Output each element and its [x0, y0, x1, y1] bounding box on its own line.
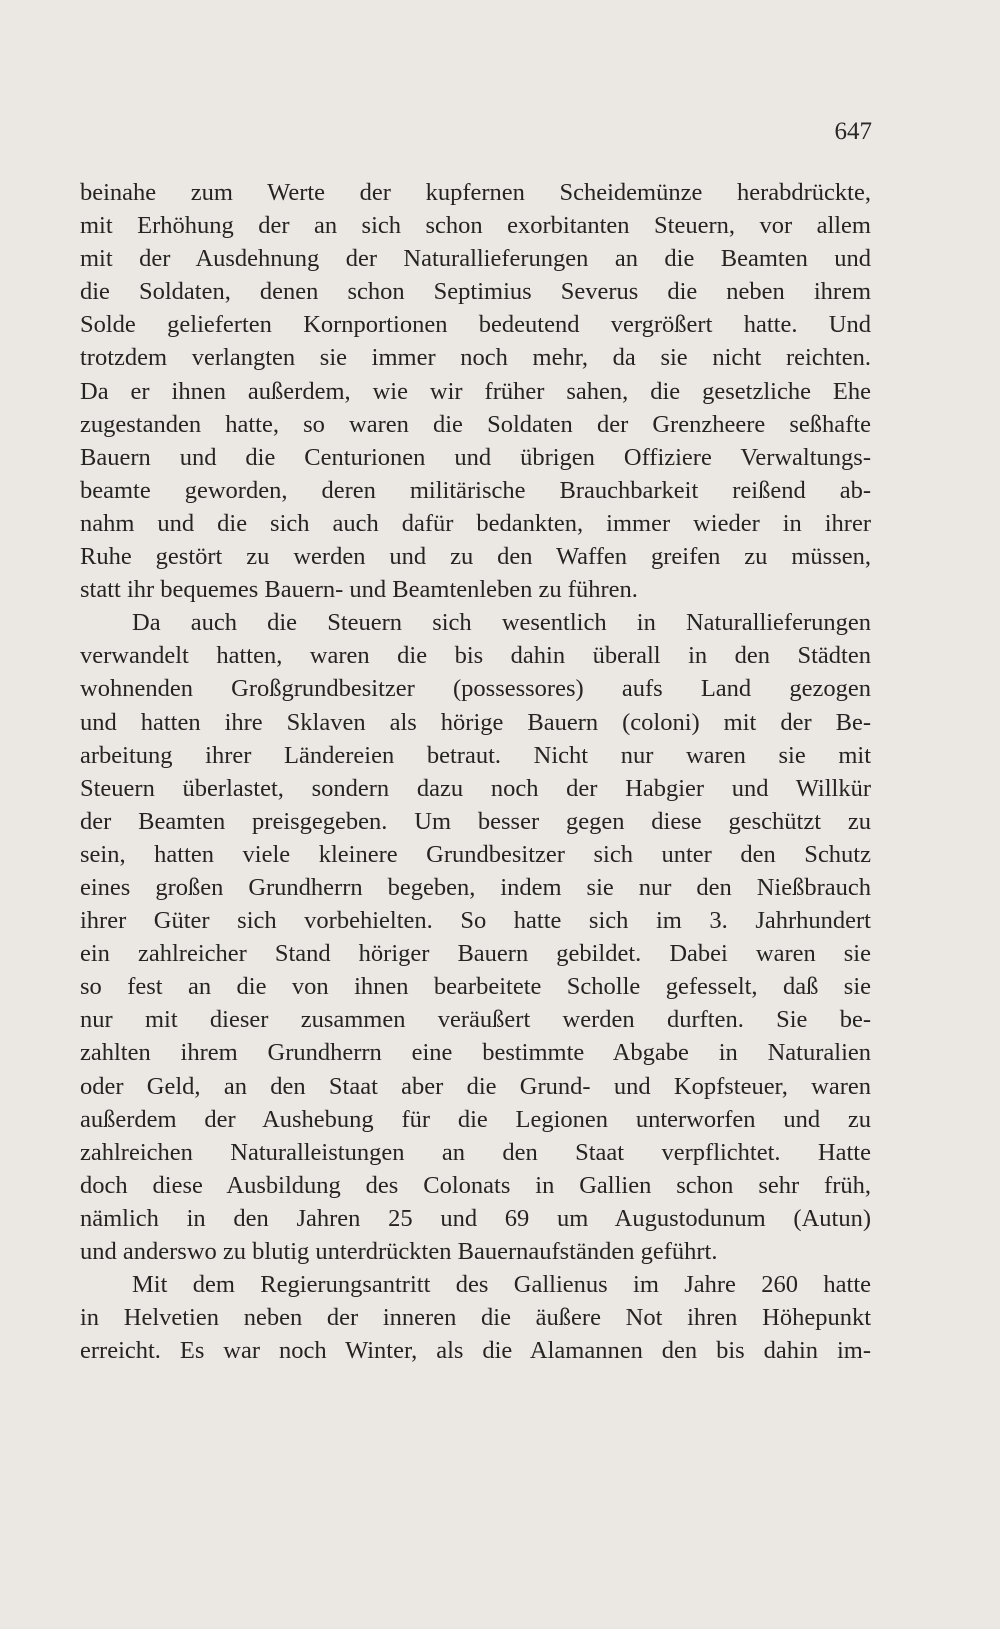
text-line: außerdem der Aushebung für die Legionen unterworfen und zu [80, 1105, 871, 1133]
text-line: Mit dem Regierungsantritt des Gallienus im Jahre 260 hatte [132, 1271, 871, 1299]
paragraph [80, 176, 871, 606]
text-line: nur mit dieser zusammen veräußert werden durften. Sie be- [80, 1006, 871, 1034]
text-line: wohnenden Großgrundbesitzer (possessores) aufs Land gezogen [80, 675, 871, 703]
text-line: zugestanden hatte, so waren die Soldaten der Grenzheere seßhafte [80, 410, 871, 438]
text-line: Da er ihnen außerdem, wie wir früher sahen, die gesetzliche Ehe [80, 377, 871, 405]
text-line: nahm und die sich auch dafür bedankten, immer wieder in ihrer [80, 509, 871, 537]
text-line: und hatten ihre Sklaven als hörige Bauern (coloni) mit der Be- [80, 708, 871, 736]
text-line: Bauern und die Centurionen und übrigen Offiziere Verwaltungs- [80, 443, 871, 471]
text-line: eines großen Grundherrn begeben, indem sie nur den Nießbrauch [80, 873, 871, 901]
text-line: verwandelt hatten, waren die bis dahin überall in den Städten [80, 642, 871, 670]
text-line: statt ihr bequemes Bauern- und Beamtenleben zu führen. [80, 576, 638, 604]
text-line: beinahe zum Werte der kupfernen Scheidemünze herabdrückte, [80, 179, 871, 206]
text-line: erreicht. Es war noch Winter, als die Alamannen den bis dahin im- [80, 1337, 871, 1365]
text-line: zahlreichen Naturalleistungen an den Staat verpflichtet. Hatte [80, 1138, 871, 1166]
body-text [80, 176, 871, 1367]
text-line: zahlten ihrem Grundherrn eine bestimmte Abgabe in Naturalien [80, 1039, 871, 1067]
text-line: die Soldaten, denen schon Septimius Severus die neben ihrem [80, 278, 871, 306]
text-line: ihrer Güter sich vorbehielten. So hatte sich im 3. Jahrhundert [80, 907, 871, 935]
text-line: Steuern überlastet, sondern dazu noch der Habgier und Willkür [80, 774, 871, 802]
text-line: mit der Ausdehnung der Naturallieferungen an die Beamten und [80, 245, 871, 273]
text-line: so fest an die von ihnen bearbeitete Scholle gefesselt, daß sie [80, 973, 871, 1001]
paragraph [80, 1268, 871, 1367]
text-line: Da auch die Steuern sich wesentlich in Naturallieferungen [132, 609, 871, 637]
page-number: 647 [834, 118, 872, 145]
paragraph [80, 606, 871, 1268]
text-line: in Helvetien neben der inneren die äußere Not ihren Höhepunkt [80, 1304, 871, 1332]
text-line: ein zahlreicher Stand höriger Bauern gebildet. Dabei waren sie [80, 940, 871, 968]
text-line: Ruhe gestört zu werden und zu den Waffen greifen zu müssen, [80, 543, 871, 571]
text-line: beamte geworden, deren militärische Brauchbarkeit reißend ab- [80, 476, 871, 504]
text-line: arbeitung ihrer Ländereien betraut. Nicht nur waren sie mit [80, 741, 871, 769]
text-line: trotzdem verlangten sie immer noch mehr, da sie nicht reichten. [80, 344, 871, 372]
text-line: doch diese Ausbildung des Colonats in Gallien schon sehr früh, [80, 1171, 871, 1199]
text-line: und anderswo zu blutig unterdrückten Bauernaufständen geführt. [80, 1238, 718, 1265]
text-line: oder Geld, an den Staat aber die Grund- und Kopfsteuer, waren [80, 1072, 871, 1100]
text-line: nämlich in den Jahren 25 und 69 um Augustodunum (Autun) [80, 1204, 871, 1232]
text-line: der Beamten preisgegeben. Um besser gegen diese geschützt zu [80, 807, 871, 835]
text-line: mit Erhöhung der an sich schon exorbitanten Steuern, vor allem [80, 212, 871, 240]
text-line: sein, hatten viele kleinere Grundbesitzer sich unter den Schutz [80, 840, 871, 868]
text-line: Solde gelieferten Kornportionen bedeutend vergrößert hatte. Und [80, 311, 871, 339]
